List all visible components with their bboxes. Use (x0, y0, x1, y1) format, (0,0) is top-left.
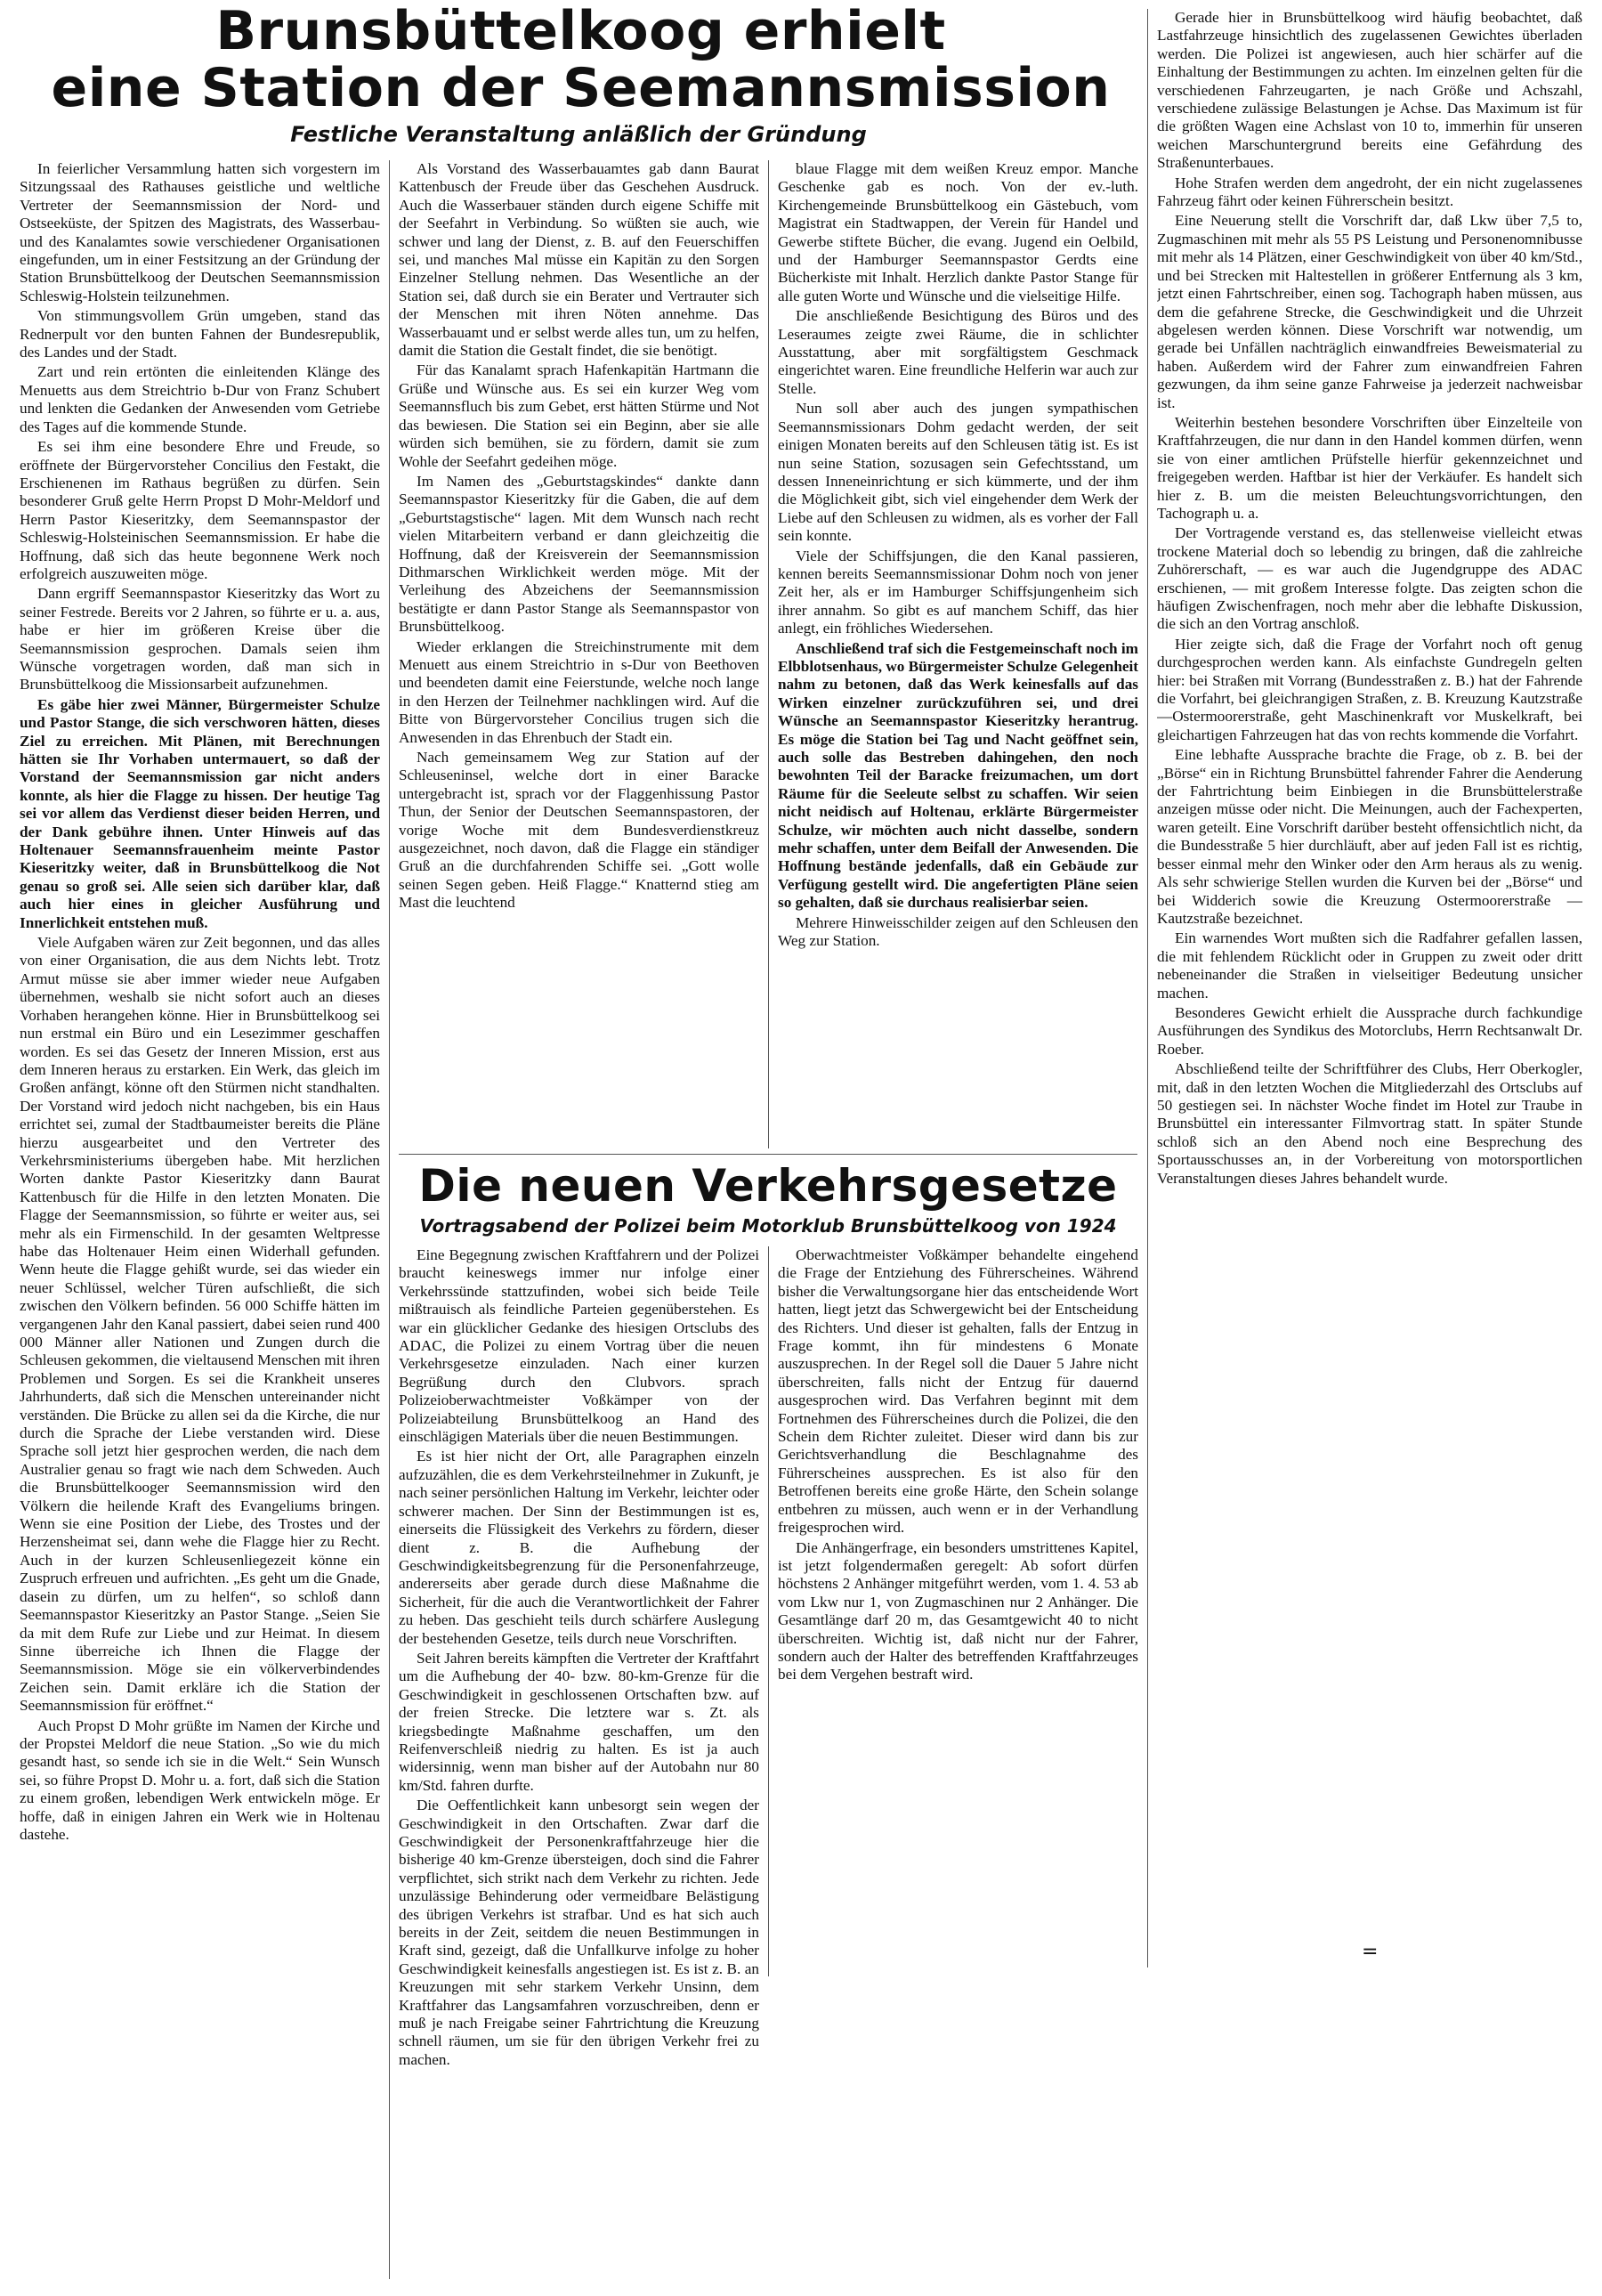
article2-column-3 (1157, 9, 1582, 1941)
column-divider (768, 160, 769, 1148)
column-divider (389, 160, 390, 2279)
paragraph: Weiterhin bestehen besondere Vorschriften über Einzelteile von Kraftfahrzeugen, die nur dann in den Handel kommen dürfen, wenn sie von einer amtlichen Prüfstelle hierfür gekennzeichnet und freigegeben werden. Haftbar ist hier der Verkäufer. Es handelt sich hier z. B. um die meisten Beleuchtungsvorrichtungen, den Tachograph u. a. (1157, 413, 1582, 522)
paragraph: Mehrere Hinweisschilder zeigen auf den Schleusen den Weg zur Station. (778, 913, 1138, 950)
paragraph: Viele der Schiffsjungen, die den Kanal passieren, kennen bereits Seemannsmissionar Dohm noch von jener Zeit her, als er im Hamburger Schiffsjungenheim sich ihrer annahm. So gibt es auf manchem Schiff, das hier anlegt, ein fröhliches Wiedersehen. (778, 547, 1138, 637)
paragraph: Die anschließende Besichtigung des Büros und des Leseraumes zeigte zwei Räume, die in schlichter Ausstattung, aber mit sorgfältigstem Geschmack eingerichtet waren. Eine freundliche Helferin war auch zur Stelle. (778, 307, 1138, 397)
article1-column-3 (778, 160, 1138, 1148)
paragraph: Nach gemeinsamem Weg zur Station auf der Schleuseninsel, welche dort in einer Baracke untergebracht ist, sprach vor der Flaggenhissung Pastor Thun, der Senior der Deutschen Seemannspastoren, der vorige Woche mit dem Bundesverdienstkreuz ausgezeichnet, noch davon, daß die Flagge ein ständiger Gruß an die durchfahrenden Schiffe sei. „Gott wolle seinen Segen geben. Heiß Flagge.“ Knatternd stieg am Mast die leuchtend (399, 749, 759, 912)
paragraph: Viele Aufgaben wären zur Zeit begonnen, und das alles von einer Organisation, die aus dem Nichts lebt. Trotz Armut müsse sie aber immer wieder neue Aufgaben übernehmen, weshalb sie nicht sofort auch an dieses Vorhaben herangehen könne. Hier in Brunsbüttelkoog sei nun erstmal ein Büro und ein Lesezimmer geschaffen worden. Es sei das Gesetz der Inneren Mission, erst aus dem Inneren heraus zu erstarken. Ein Werk, das gleich im Großen anfängt, könne oft den Stürmen nicht standhalten. Der Vorstand wird jedoch nicht nachgeben, bis ein Haus errichtet sei, zumal der Stadtbaumeister bereits die Pläne hierzu ausgearbeitet und den Vertreter des Verkehrsministeriums übergeben habe. Mit herzlichen Worten dankte Pastor Kieseritzky dann Baurat Kattenbusch für die Hilfe in den letzten Monaten. Die Flagge der Seemannsmission, so führte er weiter aus, sei mehr als ein Firmenschild. In der gesamten Weltpresse habe das Holtenauer Heim einen Widerhall gefunden. Wenn heute die Flagge gehißt wurde, sei das wieder ein neuer Schlüssel, welcher Türen aufschließt, die sich zwischen den Völkern befinden. 56 000 Schiffe hätten im vergangenen Jahr den Kanal passiert, dabei seien rund 400 000 Männer aller Nationen und Zungen durch die Schleusen gekommen, die vieltausend Menschen mit ihren Problemen und Sorgen. Es sei die Krankheit unseres Jahrhunderts, daß sich die Menschen untereinander nicht verständen. Die Brücke zu allen sei da die Kirche, die nur durch die Sprache der Liebe verstanden wird. Diese Sprache soll jetzt hier gesprochen werden, die nach dem Australier genau so fragt wie nach dem Schweden. Auch die Brunsbüttelkooger Seemannsmission wird den Völkern die heilende Kraft des Evangeliums bringen. Wenn sie eine Position der Liebe, des Trostes und der Herzensheimat sei, dann wehe die Flagge hier zu Recht. Auch in der kurzen Schleusenliegezeit könne ein Zuspruch erfreuen und aufrichten. „Es geht um die Gnade, dasein zu dürfen, um zu helfen“, so schloß dann Seemannspastor Kieseritzky an Pastor Stange. „Seien Sie da mit dem Rufe zur Liebe und zur Heimat. In diesem Sinne überreiche ich Ihnen die Flagge der Seemannsmission. Möge sie ein völkerverbindendes Zeichen sein. Damit erkläre ich die Station der Seemannsmission für eröffnet.“ (20, 934, 380, 1715)
article2-column-1 (399, 1246, 759, 2279)
paragraph: Wieder erklangen die Streichinstrumente mit dem Menuett aus einem Streichtrio in s-Dur von Beethoven und beendeten damit eine Feierstunde, welche noch lange in den Herzen der Teilnehmer nachklingen wird. Auf die Bitte von Bürgervorsteher Concilius trugen sich die Anwesenden in das Ehrenbuch der Stadt ein. (399, 637, 759, 746)
paragraph: Eine Neuerung stellt die Vorschrift dar, daß Lkw über 7,5 to, Zugmaschinen mit mehr als 55 PS Leistung und Personenomnibusse mit mehr als 14 Plätzen, einer Geschwindigkeit von über 40 km/Std., und bei Strecken mit Haltestellen in größerer Entfernung als 3 km, jetzt einen Fahrtschreiber, einen sog. Tachograph haben müssen, aus dem die gefahrene Strecke, die Geschwindigkeit und die Uhrzeit abgelesen werden können. Diese Vorschrift war notwendig, um gerade bei Unfällen nachträglich einwandfreies Beweismaterial zu haben. Außerdem wird der Fahrer zum einwandfreien Fahren gezwungen, da ihm seine ganze Fahrweise ja jederzeit nachweisbar ist. (1157, 212, 1582, 411)
paragraph: In feierlicher Versammlung hatten sich vorgestern im Sitzungssaal des Rathauses geistliche und weltliche Vertreter der Seemannsmission der Nord- und Ostseeküste, der Spitzen des Magistrats, des Wasserbau- und des Kanalamtes sowie verschiedener Organisationen eingefunden, um in einer Festsitzung an der Gründung der Station Brunsbüttelkoog der Deutschen Seemannsmission Schleswig-Holstein teilzunehmen. (20, 160, 380, 304)
paragraph: Gerade hier in Brunsbüttelkoog wird häufig beobachtet, daß Lastfahrzeuge hinsichtlich des zugelassenen Gewichtes überladen werden. Die Polizei ist angewiesen, auch hier schärfer auf die Einhaltung der Bestimmungen zu achten. Im einzelnen gelten für die verschiedenen Fahrzeugarten, je nach Größe und Achszahl, verschiedene zulässige Belastungen je Achse. Das Maximum ist für die größten Wagen eine Achslast von 10 to, immerhin für unseren weichen Marschuntergrund bereits eine Gefährdung des Straßenunterbaues. (1157, 9, 1582, 172)
paragraph: Hier zeigte sich, daß die Frage der Vorfahrt noch oft genug durchgesprochen werden kann. Als einfachste Gundregeln gelten hier: bei Straßen mit Vorrang (Bundesstraßen z. B.) hat der Fahrende die Vorfahrt, bei gleichrangigen Straßen, z. B. Kreuzung Kautzstraße—Ostermoorerstraße, geht Maschinenkraft vor Muskelkraft, bei gleichartigen Fahrzeugen hat das von rechts kommende die Vorfahrt. (1157, 635, 1582, 743)
article-separator (399, 1154, 1137, 1155)
paragraph: Eine lebhafte Aussprache brachte die Frage, ob z. B. bei der „Börse“ ein in Richtung Brunsbüttel fahrender Fahrer die Aenderung der Fahrtrichtung beim Einbiegen in die Brunsbüttelerstraße anzeigen müsse oder nicht. Die Meinungen, auch der Fachexperten, waren geteilt. Eine Vorschrift darüber besteht offensichtlich nicht, da die Bundesstraße 5 hier durchläuft, aber auf jeden Fall ist es richtig, besser einmal mehr den Winker oder den Arm heraus als zu wenig. Als sehr schwierige Stellen wurden die Kurven bei der „Börse“ und bei Widderich sowie die Kreuzung Ostermoorerstraße — Kautzstraße bezeichnet. (1157, 746, 1582, 927)
paragraph: Abschließend teilte der Schriftführer des Clubs, Herr Oberkogler, mit, daß in den letzten Wochen die Mitgliederzahl des Ortsclubs auf 50 gestiegen sei. In nächster Woche findet im Hotel zur Traube in Brunsbüttel ein interessanter Filmvortrag statt. In später Stunde schloß sich an den Abend noch eine Besprechung des Sportausschusses an, in der Vorbereitung von motorsportlichen Veranstaltungen dieses Jahres behandelt wurde. (1157, 1060, 1582, 1187)
article2-title: Die neuen Verkehrsgesetze (418, 1160, 1118, 1212)
paragraph: Von stimmungsvollem Grün umgeben, stand das Rednerpult vor den bunten Fahnen der Bundesrepublik, des Landes und der Stadt. (20, 307, 380, 361)
paragraph: Die Anhängerfrage, ein besonders umstrittenes Kapitel, ist jetzt folgendermaßen geregelt: Ab sofort dürfen höchstens 2 Anhänger mitgeführt werden, vom 1. 4. 53 ab vom Lkw nur 1, von Zugmaschinen nur 2 Anhänger. Die Gesamtlänge darf 20 m, das Gesamtgewicht 40 to nicht überschreiten. Wichtig ist, daß nicht nur der Fahrer, sondern auch der Halter des betreffenden Kraftfahrzeuges bei dem Vergehen bestraft wird. (778, 1538, 1138, 1683)
bold-paragraph: Es gäbe hier zwei Männer, Bürgermeister Schulze und Pastor Stange, die sich verschworen hätten, dieses Ziel zu erreichen. Mit Plänen, mit Berechnungen hätten sie Ihr Vorhaben untermauert, so daß der Vorstand der Seemannsmission gar nicht anders konnte, als hier die Flagge zu hissen. Der heutige Tag sei vor allem das Verdienst dieser beiden Herren, und der Dank gebühre ihnen. Unter Hinweis auf das Holtenauer Seemannsfrauenheim meinte Pastor Kieseritzky weiter, daß in Brunsbüttelkoog die Not genau so groß sei. Alle seien sich darüber klar, daß auch hier eines in gleicher Ausführung und Innerlichkeit entstehen muß. (20, 695, 380, 931)
bold-paragraph: Anschließend traf sich die Festgemeinschaft noch im Elbblotsenhaus, wo Bürgermeister Schulze Gelegenheit nahm zu betonen, daß das Werk keinesfalls auf das Wirken einzelner zurückzuführen sei, und drei Wünsche an Seemannspastor Kieseritzky herantrug. Es möge die Station bei Tag und Nacht geöffnet sein, auch solle das Bestreben dahingehen, den noch bewohnten Teil der Baracke freizumachen, um dort Räume für die Seeleute selbst zu schaffen. Wir seien nicht neidisch auf Holtenau, erklärte Bürgermeister Schulze, wir möchten auch nicht dasselbe, sondern mehr schaffen, unter dem Beifall der Anwesenden. Die Hoffnung bestände jedenfalls, daß ein Gebäude zur Verfügung gestellt wird. Die angefertigten Pläne seien so gehalten, daß sie durchaus realisierbar seien. (778, 639, 1138, 912)
paragraph: Im Namen des „Geburtstagskindes“ dankte dann Seemannspastor Kieseritzky für die Gaben, die auf dem „Geburtstagstische“ lagen. Mit dem Wunsch nach recht vielen Mitarbeitern verband er dann gleichzeitig die Hoffnung, daß der Kreisverein der Seemannsmission Dithmarschen Wirklichkeit werden möge. Mit der Verleihung des Abzeichens der Seemannsmission bestätigte er dann Pastor Stange als Seemannspastor von Brunsbüttelkoog. (399, 472, 759, 636)
article1-column-2 (399, 160, 759, 1148)
article1-title-line2: eine Station der Seemannsmission (51, 57, 1111, 119)
paragraph: Zart und rein ertönten die einleitenden Klänge des Menuetts aus dem Streichtrio b-Dur von Franz Schubert und lenkten die Gedanken der Anwesenden vom Getriebe des Tages auf die kommende Stunde. (20, 363, 380, 435)
article1-title-line1: Brunsbüttelkoog erhielt (215, 0, 946, 62)
paragraph: Oberwachtmeister Voßkämper behandelte eingehend die Frage der Entziehung des Führerscheines. Während bisher die Verwaltungsorgane hier das entscheidende Wort hatten, liegt jetzt das Schwergewicht bei der Entscheidung des Richters. Und dieser ist gehalten, falls der Entzug in Frage kommt, ihn für mindestens 6 Monate auszusprechen. In der Regel soll die Dauer 5 Jahre nicht überschreiten, falls nicht der Entzug für dauernd ausgesprochen wird. Das Verfahren beginnt mit dem Fortnehmen des Führerscheines durch die Polizei, die den Schein dem Richter zuleitet. Dieser wird dann bis zur Gerichtsverhandlung die Beschlagnahme des Führerscheines aussprechen. Es ist also für den Betroffenen bereits eine große Härte, den Schein solange entbehren zu müssen, auch wenn er in der Verhandlung freigesprochen wird. (778, 1246, 1138, 1537)
paragraph: Es sei ihm eine besondere Ehre und Freude, so eröffnete der Bürgervorsteher Concilius den Festakt, die Erschienenen im Rathaus begrüßen zu dürfen. Sein besonderer Gruß gelte Herrn Propst D Mohr-Meldorf und Herrn Pastor Kieseritzky, dem Seemannspastor der Schleswig-Holsteinischen Seemannsmission. Er habe die Hoffnung, daß sich das heute begonnene Werk noch erfolgreich auszuweiten möge. (20, 438, 380, 582)
article1-column-1 (20, 160, 380, 2279)
paragraph: Die Oeffentlichkeit kann unbesorgt sein wegen der Geschwindigkeit in den Ortschaften. Zwar darf die Geschwindigkeit der Personenkraftfahrzeuge hier die bisherige 40 km-Grenze übersteigen, doch sind die Fahrer verpflichtet, sich strikt nach dem Verkehr zu richten. Jede unzulässige Behinderung oder vermeidbare Belästigung des übrigen Verkehrs ist strafbar. Und es hat sich auch bereits in der Zeit, seitdem die neuen Bestimmungen in Kraft sind, gezeigt, daß die Unfallkurve infolge zu hoher Geschwindigkeit keinesfalls angestiegen ist. Es ist z. B. an Kreuzungen mit sehr starkem Verkehr Unsinn, dem Kraftfahrer das Langsamfahren vorzuschreiben, denn er muß je nach Freigabe seiner Fahrtrichtung die Kreuzung schnell räumen, um sie für den übrigen Verkehr frei zu machen. (399, 1797, 759, 2068)
paragraph: Der Vortragende verstand es, das stellenweise vielleicht etwas trockene Material doch so lebendig zu bringen, daß die zahlreiche Zuhörerschaft, — es war auch die Jugendgruppe des ADAC erschienen, — mit großem Interesse folgte. Das zeigten schon die häufigen Zwischenfragen, noch mehr aber die lebhafte Diskussion, die sich an den Vortrag anschloß. (1157, 524, 1582, 633)
paragraph: Es ist hier nicht der Ort, alle Paragraphen einzeln aufzuzählen, die es dem Verkehrsteilnehmer in Zukunft, je nach seiner persönlichen Haltung im Verkehr, leichter oder schwerer machen. Der Sinn der Bestimmungen ist es, einerseits die Flüssigkeit des Verkehrs zu fördern, dieser dient z. B. die Aufhebung der Geschwindigkeitsbegrenzung für die Personenfahrzeuge, andererseits aber gerade durch diese Maßnahme die Sicherheit, für die auch die Verantwortlichkeit der Fahrer zu heben. Das geschieht teils durch schärfere Auslegung der bestehenden Gesetze, teils durch neue Vorschriften. (399, 1448, 759, 1647)
paragraph: Dann ergriff Seemannspastor Kieseritzky das Wort zu seiner Festrede. Bereits vor 2 Jahren, so führte er u. a. aus, habe er hier im größeren Kreise über die Seemannsmission gesprochen. Damals seien ihm Wünsche vorgetragen worden, daß man sich in Brunsbüttelkoog die Missionsarbeit aufzunehmen. (20, 585, 380, 694)
paragraph: blaue Flagge mit dem weißen Kreuz empor. Manche Geschenke gab es noch. Von der ev.-luth. Kirchengemeinde Brunsbüttelkoog ein Gästebuch, vom Magistrat ein Stadtwappen, der Verein für Handel und Gewerbe stiftete Bücher, die evang. Jugend ein Oelbild, und der Hamburger Seemannspastor Gerdts eine Bücherkiste mit Inhalt. Herzlich dankte Pastor Stange für alle guten Worte und Wünsche und die vielseitige Hilfe. (778, 160, 1138, 304)
column-divider (1147, 9, 1148, 1967)
paragraph: Besonderes Gewicht erhielt die Aussprache durch fachkundige Ausführungen des Syndikus des Motorclubs, Herrn Rechtsanwalt Dr. Roeber. (1157, 1003, 1582, 1058)
paragraph: Nun soll aber auch des jungen sympathischen Seemannsmissionars Dohm gedacht werden, der seit einigen Monaten bereits auf den Schleusen tätig ist. Es ist nun seine Station, sozusagen sein Gefechtsstand, um dessen Inneneinrichtung er sich kümmerte, und der ihm die Möglichkeit gibt, sich viel eingehender dem Werk der Liebe auf den Schleusen zu widmen, als es vorher der Fall sein konnte. (778, 400, 1138, 545)
article2-column-2 (778, 1246, 1138, 1976)
article1-subtitle: Festliche Veranstaltung anläßlich der Gründung (290, 122, 867, 147)
paragraph: Ein warnendes Wort mußten sich die Radfahrer gefallen lassen, die mit fehlendem Rücklicht oder in Gruppen zu zweit oder dritt nebeneinander die Straßen in vielseitiger Bedeutung unsicher machen. (1157, 929, 1582, 1002)
paragraph: Auch Propst D Mohr grüßte im Namen der Kirche und der Propstei Meldorf die neue Station. „So wie du mich gesandt hast, so sende ich sie in die Welt.“ Sein Wunsch sei, so führe Propst D. Mohr u. a. fort, daß sich die Station zu einem großen, lebendigen Werk entwickeln möge. Er hoffe, daß in einigen Jahren ein Werk wie in Holtenau dastehe. (20, 1716, 380, 1843)
end-mark-icon: = (1362, 1941, 1379, 1963)
column-divider (768, 1246, 769, 1976)
paragraph: Als Vorstand des Wasserbauamtes gab dann Baurat Kattenbusch der Freude über das Geschehen Ausdruck. Auch die Wasserbauer ständen durch eigene Schiffe mit der Seefahrt in Verbindung. So wüßten sie auch, wie schwer und lang der Dienst, z. B. auf den Feuerschiffen sei, und manches Mal müsse ein Kapitän zu den Sorgen Einzelner Stellung nehmen. Das Wesentliche an der Station sei, daß durch sie ein Berater und Vertrauter sich der Menschen mit ihren Nöten annehme. Das Wasserbauamt und er selbst werde alles tun, um zu helfen, damit die Station die Gestalt findet, die sie benötigt. (399, 160, 759, 360)
paragraph: Eine Begegnung zwischen Kraftfahrern und der Polizei braucht keineswegs immer nur infolge einer Verkehrssünde stattzufinden, wobei sich beide Teile mißtrauisch als feindliche Parteien gegenüberstehen. Es war ein glücklicher Gedanke des hiesigen Ortsclubs des ADAC, die Polizei zu einem Vortrag über die neuen Verkehrsgesetze einzuladen. Nach einer kurzen Begrüßung durch den Clubvors. sprach Polizeioberwachtmeister Voßkämper von der Polizeiabteilung Brunsbüttelkoog an Hand des einschlägigen Materials über die neuen Bestimmungen. (399, 1246, 759, 1446)
paragraph: Für das Kanalamt sprach Hafenkapitän Hartmann die Grüße und Wünsche aus. Es sei ein kurzer Weg vom Seemannsfluch bis zum Gebet, erst hätten Stürme und Not das bewiesen. Die Station sei ein Beginn, aber sie alle würden sich bemühen, sie zu fördern, damit sie zum Wohle der Seefahrt gedeihen möge. (399, 361, 759, 470)
paragraph: Seit Jahren bereits kämpften die Vertreter der Kraftfahrt um die Aufhebung der 40- bzw. 80-km-Grenze für die Geschwindigkeit in geschlossenen Ortschaften bzw. auf der freien Strecke. Die letztere war s. Zt. als kriegsbedingte Maßnahme geschaffen, um den Reifenverschleiß niedrig zu halten. Es ist ja auch widersinnig, wenn man bisher auf der Autobahn nur 80 km/Std. fahren durfte. (399, 1649, 759, 1794)
article2-subtitle: Vortragsabend der Polizei beim Motorklub Brunsbüttelkoog von 1924 (419, 1215, 1117, 1237)
paragraph: Hohe Strafen werden dem angedroht, der ein nicht zugelassenes Fahrzeug fährt oder keinen Führerschein besitzt. (1157, 174, 1582, 210)
